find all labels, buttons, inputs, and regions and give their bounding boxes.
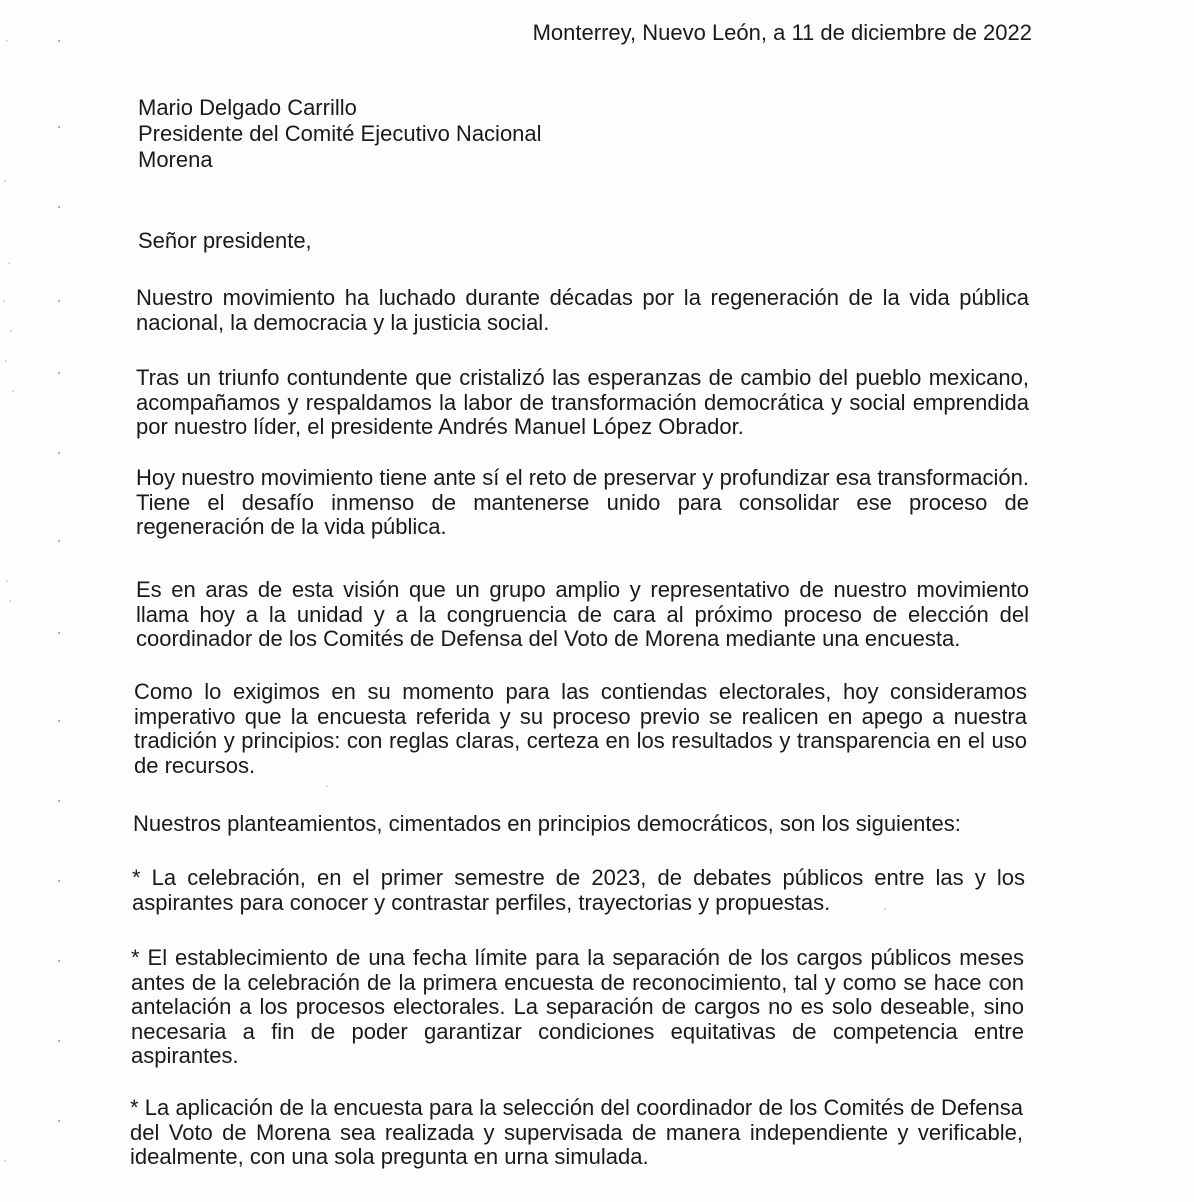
scan-mark (9, 600, 11, 602)
scan-mark (58, 300, 60, 302)
scan-mark (58, 800, 60, 802)
list-item: * La aplicación de la encuesta para la selección del coordinador de los Comités de Defensa del Voto de Morena sea realizada y supervisada de manera independiente y verificable, idealmente, con una sola pregunta en urna simulada. (130, 1095, 1023, 1169)
recipient-name: Mario Delgado Carrillo (138, 95, 357, 120)
list-item: * La celebración, en el primer semestre de 2023, de debates públicos entre las y los aspirantes para conocer y contrastar perfiles, trayectorias y propuestas. (132, 865, 1025, 915)
scan-mark (10, 330, 12, 332)
scan-mark (884, 908, 886, 910)
scan-mark (6, 40, 8, 42)
scan-mark (58, 632, 60, 634)
recipient-title: Presidente del Comité Ejecutivo Nacional (138, 121, 542, 146)
scan-mark (4, 1160, 6, 1162)
scan-mark (58, 720, 60, 722)
paragraph: Es en aras de esta visión que un grupo amplio y representativo de nuestro movimiento llama hoy a la unidad y a la congruencia de cara al próximo proceso de elección del coordinador de los Comités de Defensa del Voto de Morena mediante una encuesta. (136, 577, 1029, 651)
paragraph: Tras un triunfo contundente que cristalizó las esperanzas de cambio del pueblo mexicano, acompañamos y respaldamos la labor de transformación democrática y social emprendida por nuestro líder, el presidente Andrés Manuel López Obrador. (136, 365, 1029, 439)
scan-mark (58, 880, 60, 882)
scan-mark (58, 1040, 60, 1042)
list-item: * El establecimiento de una fecha límite para la separación de los cargos públicos meses antes de la celebración de la primera encuesta de reconocimiento, tal y como se hace con antelación a los procesos electorales. La separación de cargos no es solo deseable, sino necesaria a fin de poder garantizar condiciones equitativas de competencia entre aspirantes. (131, 945, 1024, 1068)
scan-mark (8, 262, 10, 264)
scan-mark (58, 1120, 60, 1122)
scan-mark (58, 126, 60, 128)
recipient-organization: Morena (138, 147, 213, 172)
dateline: Monterrey, Nuevo León, a 11 de diciembre de 2022 (532, 20, 1032, 45)
scan-mark (58, 960, 60, 962)
scan-mark (6, 580, 8, 582)
paragraph: Nuestros planteamientos, cimentados en principios democráticos, son los siguientes: (133, 811, 961, 836)
scan-mark (58, 40, 60, 42)
scan-mark (12, 390, 14, 392)
recipient-block (138, 95, 542, 173)
paragraph: Hoy nuestro movimiento tiene ante sí el reto de preservar y profundizar esa transformación. Tiene el desafío inmenso de mantenerse unido para consolidar ese proceso de regeneración de la vida pública. (136, 465, 1029, 539)
paragraph: Como lo exigimos en su momento para las contiendas electorales, hoy consideramos imperativo que la encuesta referida y su proceso previo se realicen en apego a nuestra tradición y principios: con reglas claras, certeza en los resultados y transparencia en el uso de recursos. (134, 679, 1027, 778)
scan-mark (326, 785, 328, 787)
paragraph: Nuestro movimiento ha luchado durante décadas por la regeneración de la vida pública nacional, la democracia y la justicia social. (136, 285, 1029, 335)
scan-mark (58, 206, 60, 208)
scan-mark (5, 360, 7, 362)
scan-mark (4, 180, 6, 182)
scan-mark (3, 300, 5, 302)
salutation: Señor presidente, (138, 228, 312, 253)
scan-mark (58, 372, 60, 374)
scan-mark (58, 452, 60, 454)
scan-mark (58, 540, 60, 542)
